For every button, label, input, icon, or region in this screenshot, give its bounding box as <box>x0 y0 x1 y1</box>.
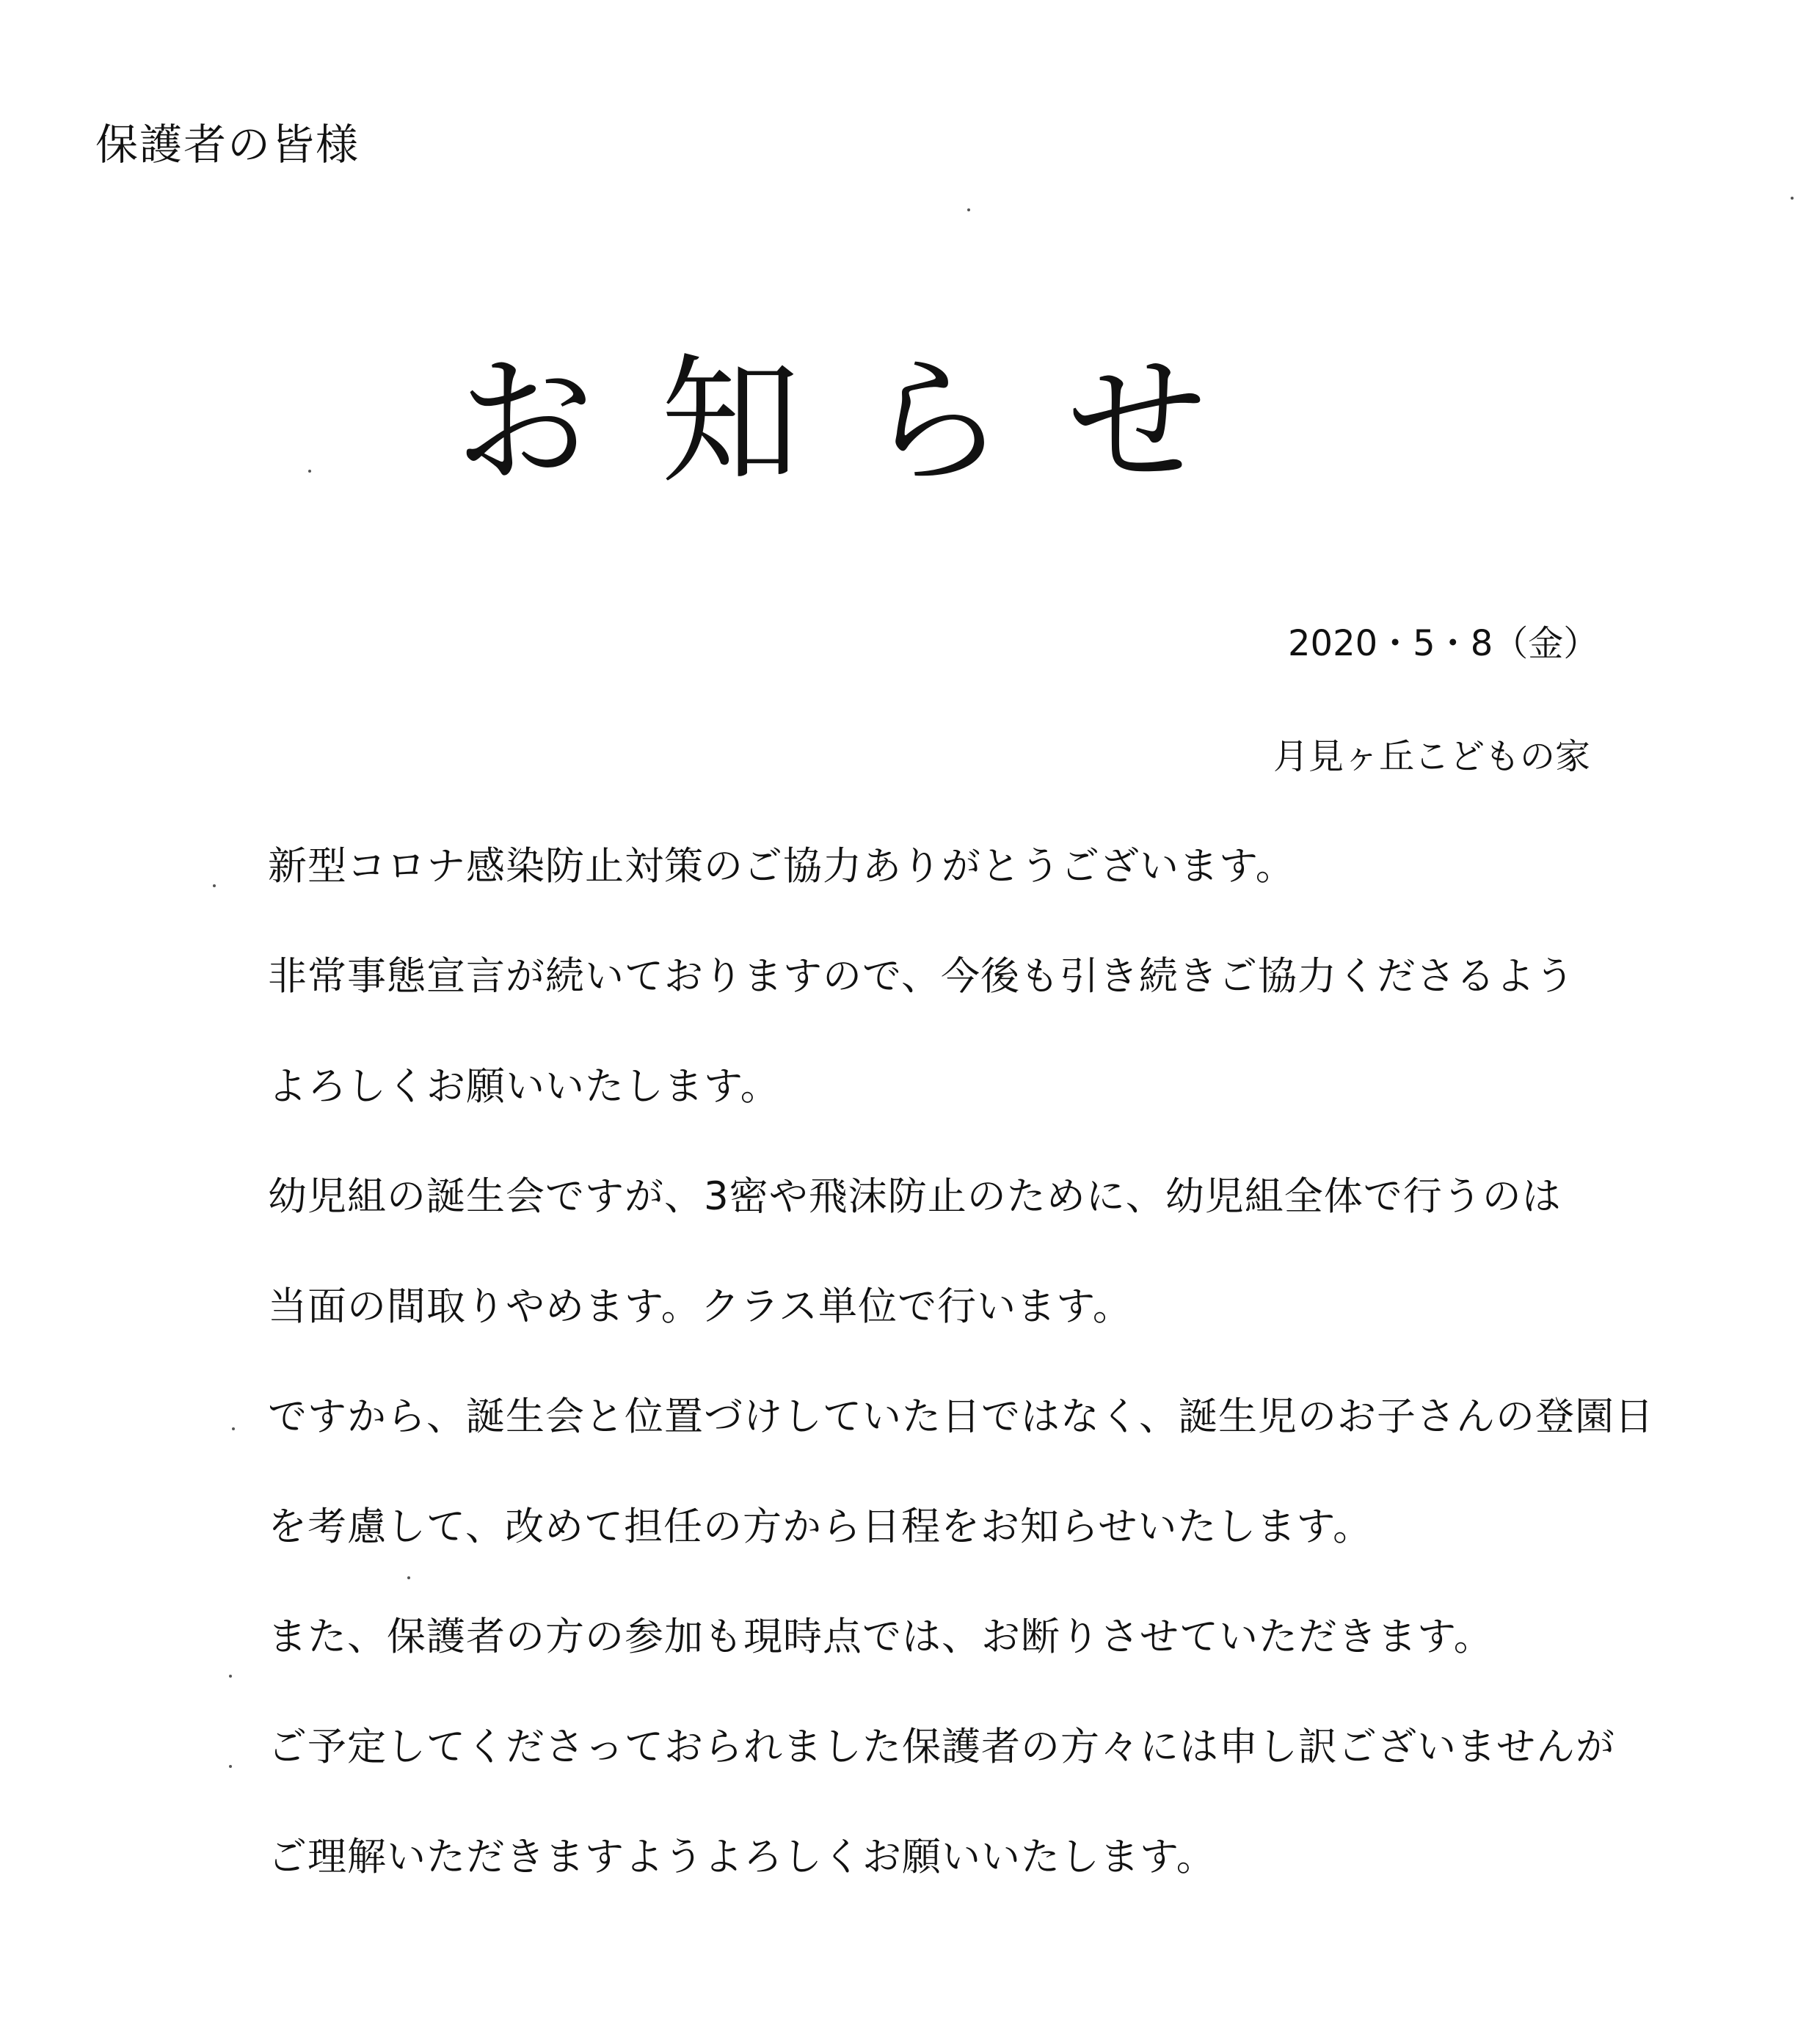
body-line: ご理解いただきますようよろしくお願いいたします。 <box>268 1835 1216 1879</box>
body-line: また、保護者の方の参加も現時点では、お断りさせていただきます。 <box>268 1615 1493 1659</box>
scan-speck <box>213 884 216 887</box>
body-line: ご予定してくださっておられました保護者の方々には申し訳ございませんが <box>268 1725 1615 1769</box>
body-line: を考慮して、改めて担任の方から日程をお知らせいたします。 <box>268 1504 1373 1549</box>
page-title: お知らせ <box>455 341 1273 503</box>
scan-speck <box>1791 197 1794 200</box>
notice-date: 2020・5・8（金） <box>1288 623 1599 664</box>
body-line: 当面の間取りやめます。クラス単位で行います。 <box>268 1284 1132 1329</box>
body-line: ですから、誕生会と位置づけしていた日ではなく、誕生児のお子さんの登園日 <box>268 1394 1654 1439</box>
scan-speck <box>967 208 970 211</box>
body-line: 新型コロナ感染防止対策のご協力ありがとうございます。 <box>268 844 1295 889</box>
scan-speck <box>407 1576 410 1579</box>
body-line: よろしくお願いいたします。 <box>268 1064 780 1109</box>
body-line: 幼児組の誕生会ですが、3密や飛沫防止のために、幼児組全体で行うのは <box>268 1174 1562 1219</box>
scan-speck <box>229 1765 232 1768</box>
scan-speck <box>232 1427 235 1430</box>
scan-speck <box>308 470 311 473</box>
addressee: 保護者の皆様 <box>95 120 360 170</box>
scan-speck <box>229 1675 232 1678</box>
body-line: 非常事態宣言が続いておりますので、今後も引き続きご協力くださるよう <box>268 954 1575 999</box>
sender-name: 月見ヶ丘こどもの家 <box>1273 736 1591 777</box>
